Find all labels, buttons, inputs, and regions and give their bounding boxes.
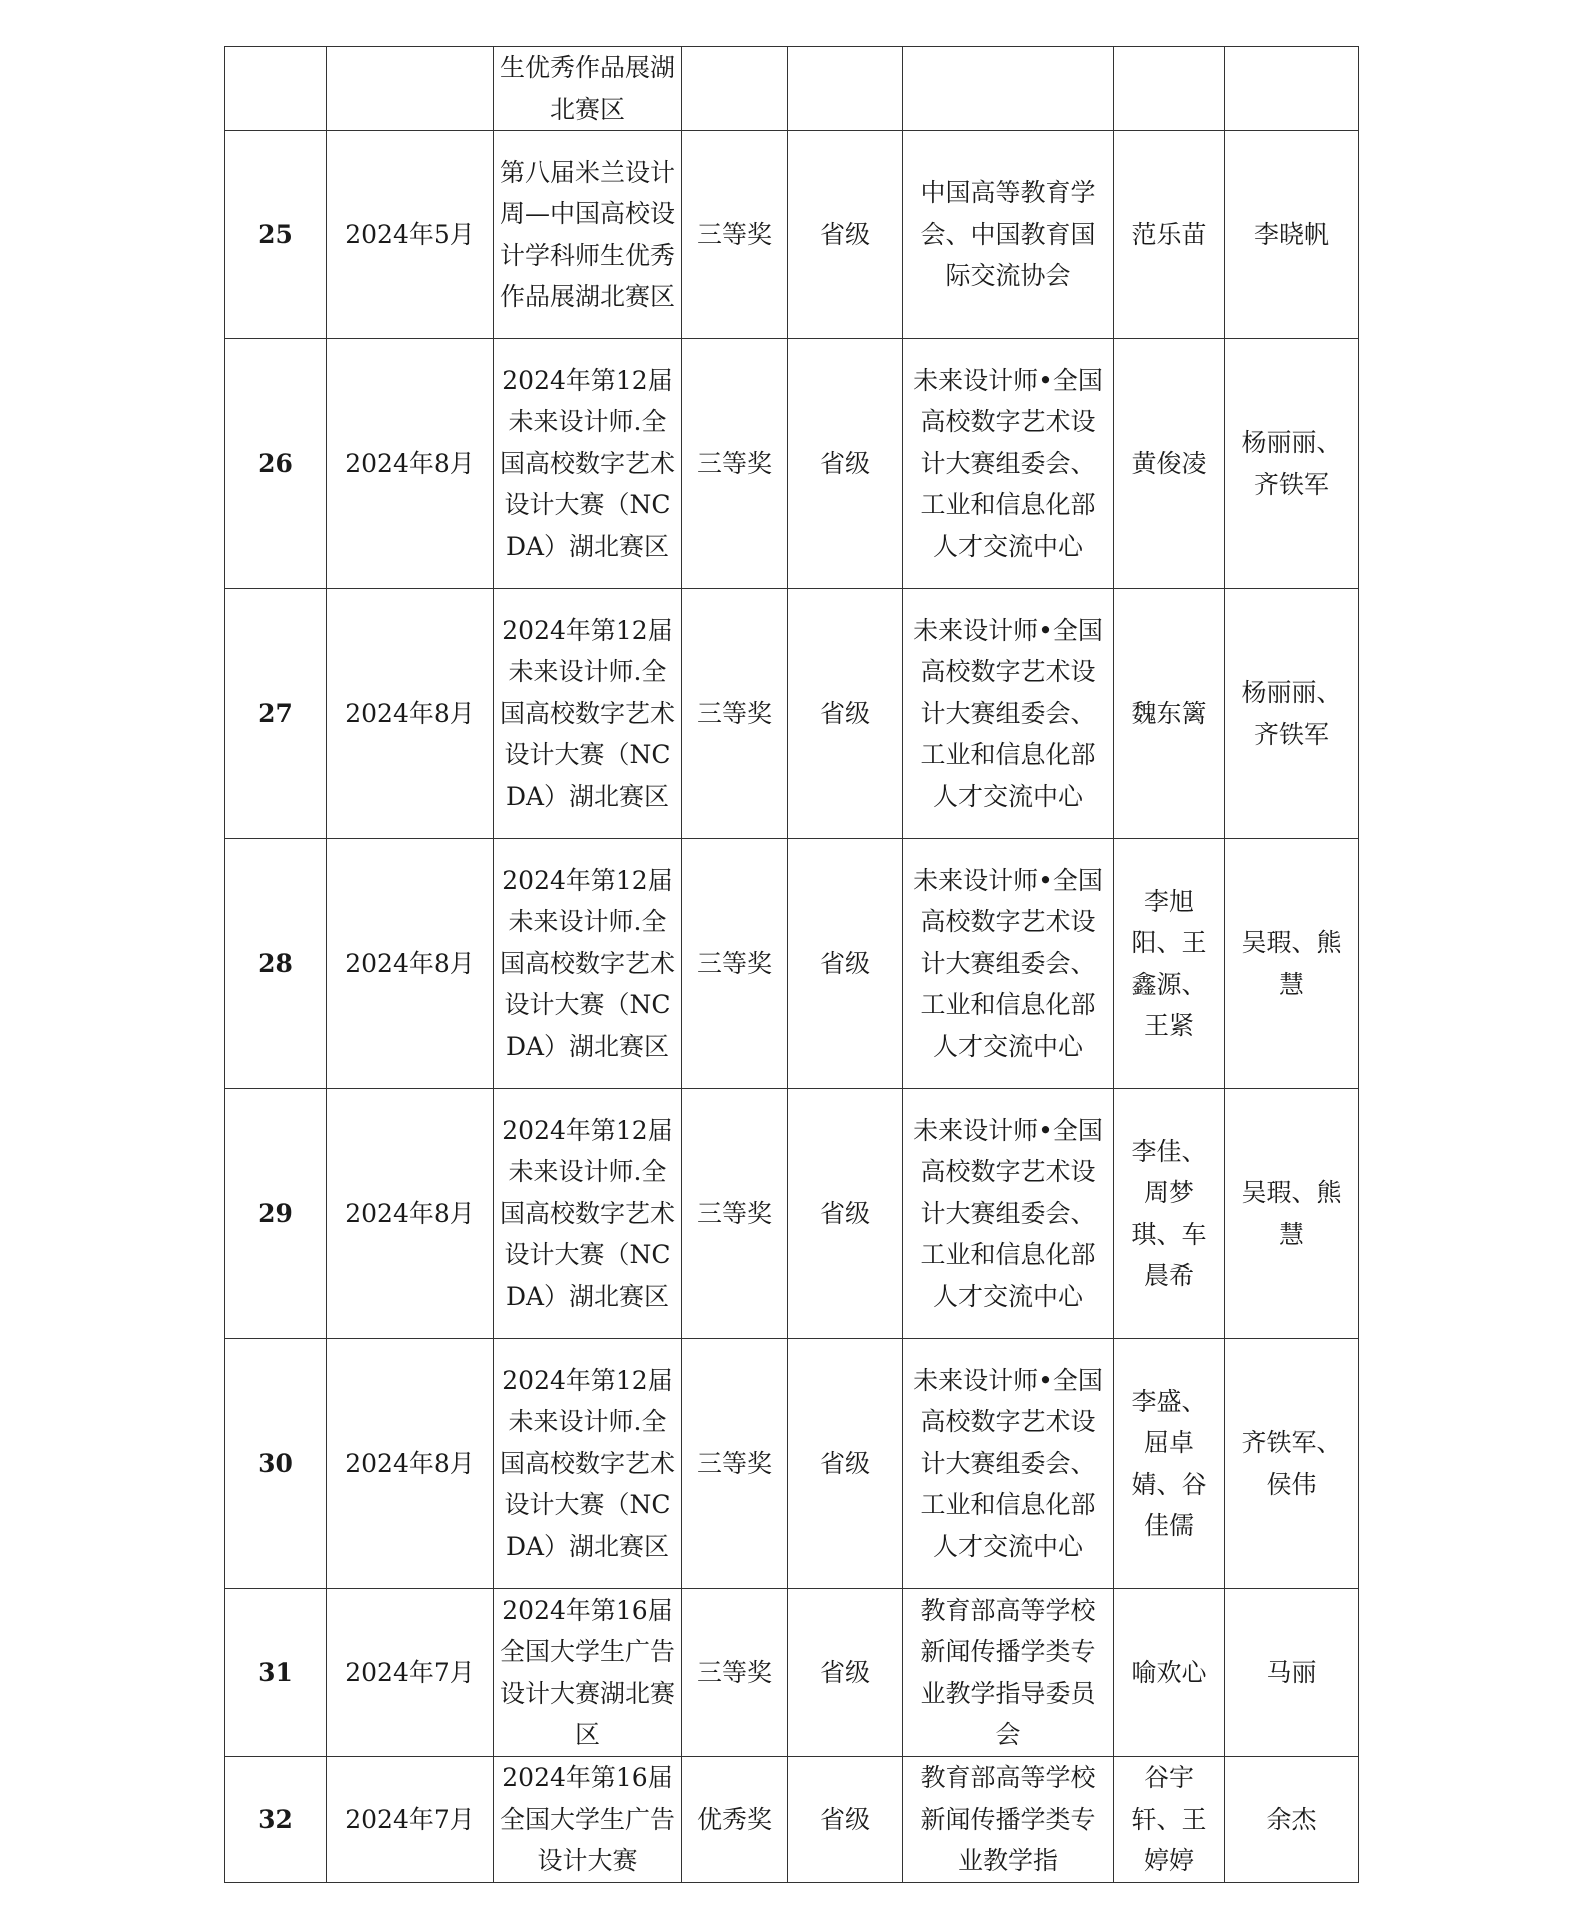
- award-cell: 优秀奖: [682, 1757, 788, 1883]
- students-cell: 李佳、周梦琪、车晨希: [1114, 1089, 1225, 1339]
- teachers-cell: 杨丽丽、齐铁军: [1225, 339, 1359, 589]
- table-row: [225, 339, 1359, 589]
- organizer-cell: 中国高等教育学会、中国教育国际交流协会: [903, 131, 1114, 339]
- students-cell: 李盛、屈卓婧、谷佳儒: [1114, 1339, 1225, 1589]
- level-cell: 省级: [788, 839, 903, 1089]
- teachers-cell: 马丽: [1225, 1589, 1359, 1757]
- table-body: [225, 47, 1359, 1883]
- date-cell: 2024年7月: [327, 1757, 494, 1883]
- competition-cell: 第八届米兰设计周—中国高校设计学科师生优秀作品展湖北赛区: [494, 131, 682, 339]
- level-cell: [788, 47, 903, 131]
- row-number: 29: [225, 1089, 327, 1339]
- date-cell: [327, 47, 494, 131]
- competition-cell: 2024年第12届未来设计师.全国高校数字艺术设计大赛（NCDA）湖北赛区: [494, 589, 682, 839]
- row-number: [225, 47, 327, 131]
- students-cell: 魏东篱: [1114, 589, 1225, 839]
- competition-cell: 2024年第12届未来设计师.全国高校数字艺术设计大赛（NCDA）湖北赛区: [494, 1089, 682, 1339]
- competition-cell: 2024年第16届全国大学生广告设计大赛湖北赛区: [494, 1589, 682, 1757]
- competition-cell: 2024年第12届未来设计师.全国高校数字艺术设计大赛（NCDA）湖北赛区: [494, 339, 682, 589]
- organizer-cell: [903, 47, 1114, 131]
- table-row: [225, 589, 1359, 839]
- award-cell: 三等奖: [682, 839, 788, 1089]
- award-cell: 三等奖: [682, 1339, 788, 1589]
- date-cell: 2024年5月: [327, 131, 494, 339]
- row-number: 31: [225, 1589, 327, 1757]
- students-cell: 黄俊凌: [1114, 339, 1225, 589]
- level-cell: 省级: [788, 589, 903, 839]
- students-cell: [1114, 47, 1225, 131]
- awards-table: [224, 46, 1359, 1883]
- table-row: [225, 839, 1359, 1089]
- competition-cell: 2024年第12届未来设计师.全国高校数字艺术设计大赛（NCDA）湖北赛区: [494, 1339, 682, 1589]
- level-cell: 省级: [788, 1589, 903, 1757]
- teachers-cell: 余杰: [1225, 1757, 1359, 1883]
- award-cell: 三等奖: [682, 1089, 788, 1339]
- organizer-cell: 未来设计师•全国高校数字艺术设计大赛组委会、工业和信息化部人才交流中心: [903, 1339, 1114, 1589]
- table-row: [225, 131, 1359, 339]
- teachers-cell: 吴瑕、熊慧: [1225, 839, 1359, 1089]
- row-number: 28: [225, 839, 327, 1089]
- students-cell: 谷宇轩、王婷婷: [1114, 1757, 1225, 1883]
- organizer-cell: 未来设计师•全国高校数字艺术设计大赛组委会、工业和信息化部人才交流中心: [903, 589, 1114, 839]
- teachers-cell: 吴瑕、熊慧: [1225, 1089, 1359, 1339]
- award-cell: 三等奖: [682, 589, 788, 839]
- level-cell: 省级: [788, 1089, 903, 1339]
- row-number: 32: [225, 1757, 327, 1883]
- organizer-cell: 未来设计师•全国高校数字艺术设计大赛组委会、工业和信息化部人才交流中心: [903, 1089, 1114, 1339]
- table-row: [225, 47, 1359, 131]
- date-cell: 2024年8月: [327, 589, 494, 839]
- date-cell: 2024年7月: [327, 1589, 494, 1757]
- date-cell: 2024年8月: [327, 1089, 494, 1339]
- award-cell: [682, 47, 788, 131]
- level-cell: 省级: [788, 1757, 903, 1883]
- date-cell: 2024年8月: [327, 339, 494, 589]
- row-number: 26: [225, 339, 327, 589]
- organizer-cell: 未来设计师•全国高校数字艺术设计大赛组委会、工业和信息化部人才交流中心: [903, 339, 1114, 589]
- table-row: [225, 1589, 1359, 1757]
- teachers-cell: [1225, 47, 1359, 131]
- teachers-cell: 李晓帆: [1225, 131, 1359, 339]
- date-cell: 2024年8月: [327, 1339, 494, 1589]
- table-row: [225, 1089, 1359, 1339]
- competition-cell: 2024年第12届未来设计师.全国高校数字艺术设计大赛（NCDA）湖北赛区: [494, 839, 682, 1089]
- level-cell: 省级: [788, 339, 903, 589]
- students-cell: 喻欢心: [1114, 1589, 1225, 1757]
- organizer-cell: 未来设计师•全国高校数字艺术设计大赛组委会、工业和信息化部人才交流中心: [903, 839, 1114, 1089]
- organizer-cell: 教育部高等学校新闻传播学类专业教学指导委员会: [903, 1589, 1114, 1757]
- award-cell: 三等奖: [682, 131, 788, 339]
- teachers-cell: 齐铁军、侯伟: [1225, 1339, 1359, 1589]
- table-row: [225, 1339, 1359, 1589]
- students-cell: 范乐苗: [1114, 131, 1225, 339]
- organizer-cell: 教育部高等学校新闻传播学类专业教学指: [903, 1757, 1114, 1883]
- table-row: [225, 1757, 1359, 1883]
- level-cell: 省级: [788, 131, 903, 339]
- students-cell: 李旭阳、王鑫源、王紧: [1114, 839, 1225, 1089]
- teachers-cell: 杨丽丽、齐铁军: [1225, 589, 1359, 839]
- date-cell: 2024年8月: [327, 839, 494, 1089]
- award-cell: 三等奖: [682, 339, 788, 589]
- competition-cell: 生优秀作品展湖北赛区: [494, 47, 682, 131]
- competition-cell: 2024年第16届全国大学生广告设计大赛: [494, 1757, 682, 1883]
- row-number: 25: [225, 131, 327, 339]
- row-number: 30: [225, 1339, 327, 1589]
- row-number: 27: [225, 589, 327, 839]
- award-cell: 三等奖: [682, 1589, 788, 1757]
- level-cell: 省级: [788, 1339, 903, 1589]
